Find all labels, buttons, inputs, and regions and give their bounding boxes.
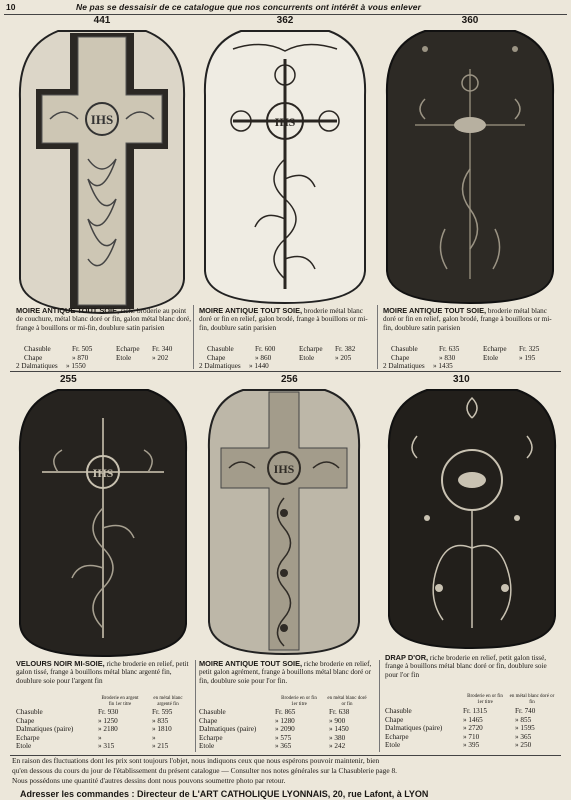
item-number: 360 xyxy=(461,15,479,26)
footer-line: Nous possédons une quantité d'autres dessins dont nous pouvons soumettre photo par retour. xyxy=(12,776,286,785)
svg-text:IHS: IHS xyxy=(90,112,114,127)
item-description: MOIRE ANTIQUE TOUT SOIE, broderie métal blanc doré or fin en relief, galon brodé, frange à bouillons or mi-fin, doublure satin parisien xyxy=(199,306,368,332)
price-table xyxy=(199,345,375,371)
row-divider xyxy=(10,371,561,372)
price-row: Chape » 1465 » 855 xyxy=(385,715,532,724)
svg-text:IHS: IHS xyxy=(92,466,114,480)
price-table xyxy=(16,708,194,751)
price-row: Chasuble Fr. 1315 Fr. 740 xyxy=(385,707,536,715)
price-row: Chape » 830 Etole » 195 xyxy=(391,353,536,362)
price-table xyxy=(16,345,192,371)
item-362 xyxy=(195,15,375,375)
price-row: 2 Dalmatiques » 1440 xyxy=(199,362,269,371)
price-row: Chasuble Fr. 930 Fr. 595 xyxy=(16,708,173,716)
price-table xyxy=(385,707,561,750)
chasuble-image xyxy=(18,388,188,658)
price-row: Chape » 1280 » 900 xyxy=(199,716,346,725)
item-description: MOIRE ANTIQUE TOUT SOIE, riche broderie au point de couchure, métal blanc doré or fin, galon métal blanc doré, frange à bouillons or mi-fin, doublure satin parisien xyxy=(16,306,192,332)
item-description: VELOURS NOIR MI-SOIE, riche broderie en relief, petit galon tissé, frange à bouillons métal blanc argenté fin, doublure soie pour l'argent fin xyxy=(16,659,189,685)
item-360 xyxy=(379,15,561,375)
column-header-argent: Broderie en argent fin 1er titre xyxy=(101,696,139,707)
column-header-metal: en métal blanc doré or fin xyxy=(509,694,555,705)
order-address: Adresser les commandes : Directeur de L'ART CATHOLIQUE LYONNAIS, 20, rue Lafont, à LYON xyxy=(20,789,429,799)
price-row: Etole » 395 » 250 xyxy=(385,741,532,750)
price-row: Chape » 870 Etole » 202 xyxy=(24,353,169,362)
item-255 xyxy=(12,374,194,756)
item-number: 362 xyxy=(276,15,294,26)
chasuble-image xyxy=(385,29,555,305)
item-310 xyxy=(381,374,561,756)
page-number: 10 xyxy=(6,2,16,12)
column-header-metal: en métal blanc argenté fin xyxy=(153,696,183,707)
item-description: MOIRE ANTIQUE TOUT SOIE, broderie métal blanc doré or fin en relief, galon brodé, frange à bouillons or mi-fin, doublure satin parisien xyxy=(383,306,552,332)
item-256 xyxy=(197,374,377,756)
price-row: Chasuble Fr. 600 Echarpe Fr. 382 xyxy=(207,345,356,353)
chasuble-image xyxy=(207,388,361,656)
price-row: Chasuble Fr. 505 Echarpe Fr. 340 xyxy=(24,345,173,353)
item-number: 441 xyxy=(93,15,111,26)
footer-line: En raison des fluctuations dont les prix sont toujours l'objet, nous indiquons ceux que nous espérons pouvoir maintenir, bien xyxy=(12,756,380,765)
column-header-metal: en métal blanc doré or fin xyxy=(327,696,367,707)
price-row: Etole » 365 » 242 xyxy=(199,742,346,751)
price-row: Etole » 315 » 215 xyxy=(16,742,169,751)
footer-line: qu'en dessous du cours du jour de l'établissement du présent catalogue — Consulter nos notes générales sur la Chasublerie page 8. xyxy=(12,766,398,775)
price-row: 2 Dalmatiques » 1550 xyxy=(16,362,86,371)
item-number: 256 xyxy=(281,374,298,385)
page-header-title: Ne pas se dessaisir de ce catalogue que nos concurrents ont intérêt à vous enlever xyxy=(76,2,422,12)
item-description: MOIRE ANTIQUE TOUT SOIE, riche broderie en relief, petit galon agrément, frange à bouillons métal blanc doré or fin, doublure soie pour l'or fin. xyxy=(199,659,372,685)
price-row: Chape » 860 Etole » 205 xyxy=(207,353,352,362)
price-row: Echarpe » 710 » 365 xyxy=(385,732,532,741)
column-header-or: Broderie en or fin 1er titre xyxy=(281,696,317,707)
price-table xyxy=(383,345,559,371)
price-table xyxy=(199,708,377,751)
price-row: Dalmatiques (paire) » 2090 » 1450 xyxy=(199,725,349,734)
column-header-or: Broderie en or fin 1er titre xyxy=(467,694,503,705)
svg-text:IHS: IHS xyxy=(274,115,296,129)
svg-text:IHS: IHS xyxy=(273,462,295,476)
item-description: DRAP D'OR, riche broderie en relief, petit galon tissé, frange à bouillons métal blanc doré or fin, doublure soie pour l'or fin xyxy=(385,653,547,679)
item-441 xyxy=(12,15,192,375)
footer-notice xyxy=(12,756,560,786)
price-row: Echarpe » » xyxy=(16,733,156,742)
price-row: Dalmatiques (paire) » 2720 » 1595 xyxy=(385,724,535,733)
price-row: Chasuble Fr. 865 Fr. 638 xyxy=(199,708,350,716)
chasuble-image xyxy=(203,29,367,305)
price-row: Chasuble Fr. 635 Echarpe Fr. 325 xyxy=(391,345,540,353)
chasuble-image xyxy=(18,29,186,315)
chasuble-image xyxy=(387,388,557,650)
item-number: 310 xyxy=(453,374,470,385)
price-row: Chape » 1250 » 835 xyxy=(16,716,169,725)
item-number: 255 xyxy=(60,374,77,385)
price-row: Dalmatiques (paire) » 2180 » 1810 xyxy=(16,725,172,734)
price-row: 2 Dalmatiques » 1435 xyxy=(383,362,453,371)
price-row: Echarpe » 575 » 380 xyxy=(199,733,346,742)
page-header xyxy=(6,2,566,14)
